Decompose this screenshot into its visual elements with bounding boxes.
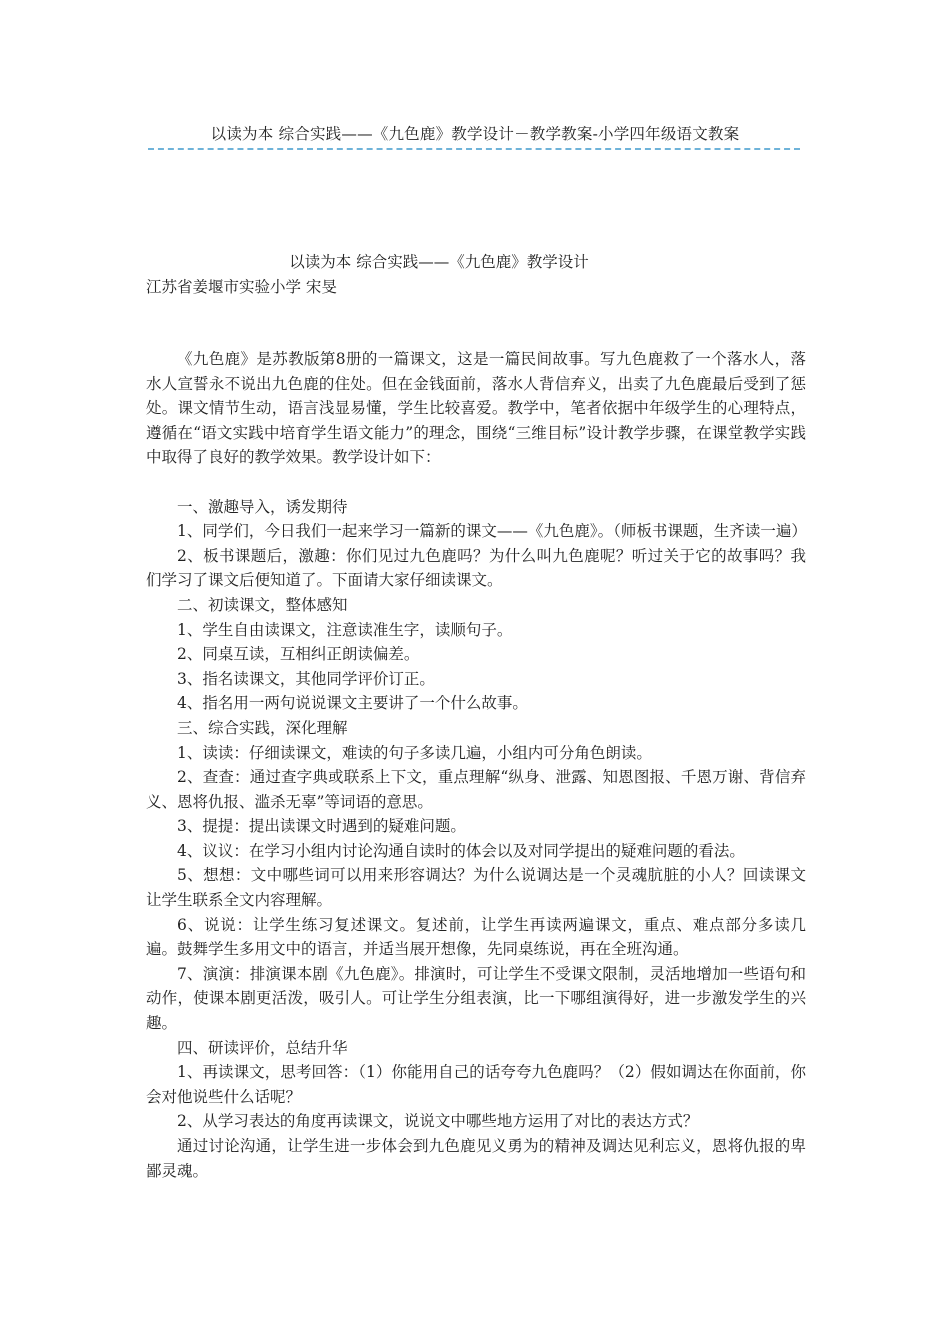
section-heading: 三、综合实践，深化理解 (177, 718, 348, 737)
paragraph: 3、指名读课文，其他同学评价订正。 (177, 669, 435, 688)
header-divider (148, 148, 800, 150)
document-author: 江苏省姜堰市实验小学 宋旻 (146, 278, 337, 296)
paragraph: 通过讨论沟通，让学生进一步体会到九色鹿见义勇为的精神及调达见利忘义，恩将仇报的卑鄙灵魂。 (146, 1137, 806, 1180)
document-body (146, 347, 806, 1183)
paragraph: 2、同桌互读，互相纠正朗读偏差。 (177, 645, 420, 664)
intro-paragraph: 《九色鹿》是苏教版第8册的一篇课文，这是一篇民间故事。写九色鹿救了一个落水人，落水人宣誓永不说出九色鹿的住处。但在金钱面前，落水人背信弃义，出卖了九色鹿最后受到了惩处。课文情节生动，语言浅显易懂，学生比较喜爱。教学中，笔者依据中年级学生的心理特点，遵循在“语文实践中培育学生语文能力”的理念，围绕“三维目标”设计教学步骤，在课堂教学实践中取得了良好的教学效果。教学设计如下： (146, 350, 806, 467)
section-heading: 四、研读评价，总结升华 (177, 1038, 348, 1057)
paragraph: 5、想想：文中哪些词可以用来形容调达？为什么说调达是一个灵魂肮脏的小人？回读课文让学生联系全文内容理解。 (146, 866, 806, 910)
paragraph: 1、再读课文，思考回答：（1）你能用自己的话夸夸九色鹿吗？（2）假如调达在你面前，你会对他说些什么话呢？ (146, 1063, 806, 1106)
paragraph: 3、提提：提出读课文时遇到的疑难问题。 (177, 817, 466, 836)
page-header-title: 以读为本 综合实践——《九色鹿》教学设计－教学教案-小学四年级语文教案 (210, 125, 740, 143)
document-title: 以读为本 综合实践——《九色鹿》教学设计 (289, 253, 589, 271)
paragraph: 7、演演：排演课本剧《九色鹿》。排演时，可让学生不受课文限制，灵活地增加一些语句和动作，使课本剧更活泼，吸引人。可让学生分组表演，比一下哪组演得好，进一步激发学生的兴趣。 (146, 964, 806, 1033)
paragraph: 1、同学们，今日我们一起来学习一篇新的课文——《九色鹿》。（师板书课题，生齐读一遍） (177, 522, 807, 541)
paragraph-gap (146, 470, 806, 495)
paragraph: 4、指名用一两句说说课文主要讲了一个什么故事。 (177, 694, 528, 713)
paragraph: 4、议议：在学习小组内讨论沟通自读时的体会以及对同学提出的疑难问题的看法。 (177, 841, 745, 860)
paragraph: 1、学生自由读课文，注意读准生字，读顺句子。 (177, 620, 513, 639)
paragraph: 6、说说：让学生练习复述课文。复述前，让学生再读两遍课文，重点、难点部分多读几遍。鼓舞学生多用文中的语言，并适当展开想像，先同桌练说，再在全班沟通。 (146, 915, 806, 959)
section-heading: 二、初读课文，整体感知 (177, 595, 348, 614)
section-heading: 一、激趣导入，诱发期待 (177, 497, 348, 516)
paragraph: 2、板书课题后，激趣：你们见过九色鹿吗？为什么叫九色鹿呢？听过关于它的故事吗？我们学习了课文后便知道了。下面请大家仔细读课文。 (146, 546, 806, 590)
paragraph: 2、从学习表达的角度再读课文，说说文中哪些地方运用了对比的表达方式？ (177, 1112, 699, 1131)
paragraph: 1、读读：仔细读课文，难读的句子多读几遍，小组内可分角色朗读。 (177, 743, 652, 762)
paragraph: 2、查查：通过查字典或联系上下文，重点理解“纵身、泄露、知恩图报、千恩万谢、背信弃义、恩将仇报、滥杀无辜”等词语的意思。 (146, 768, 806, 811)
